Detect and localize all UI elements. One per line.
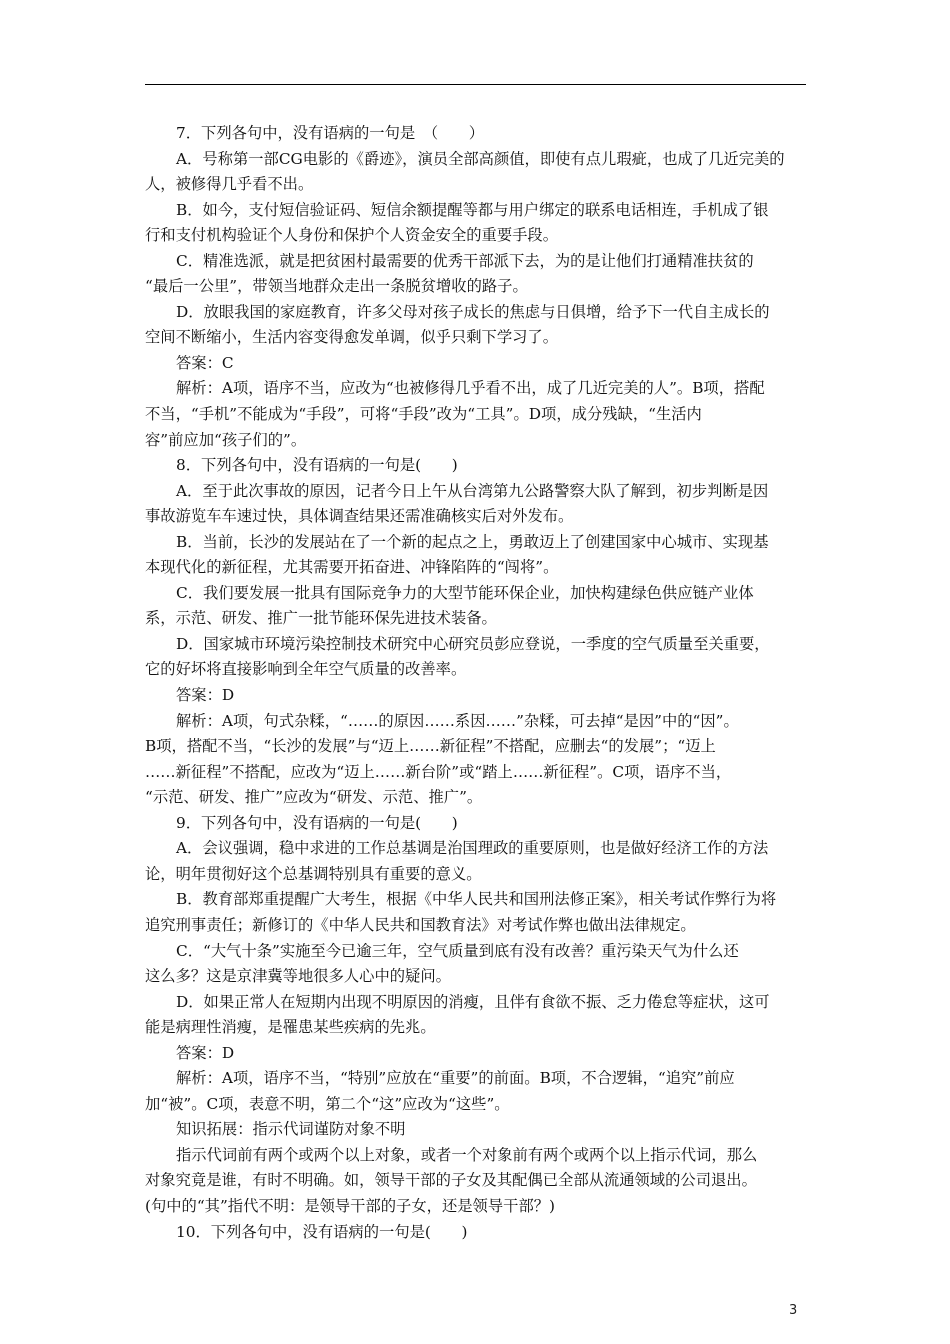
text-line: 9．下列各句中，没有语病的一句是( ) [176, 813, 458, 832]
text-line: 系，示范、研发、推广一批节能环保先进技术装备。 [145, 609, 497, 628]
text-line: 论，明年贯彻好这个总基调特别具有重要的意义。 [145, 864, 482, 883]
header-rule [145, 84, 806, 85]
page-number: 3 [789, 1303, 798, 1318]
text-line: 答案：D [176, 1043, 235, 1062]
text-line: C．精准选派，就是把贫困村最需要的优秀干部派下去，为的是让他们打通精准扶贫的 [176, 251, 754, 270]
text-line: “示范、研发、推广”应改为“研发、示范、推广”。 [145, 788, 483, 807]
text-line: 知识拓展：指示代词谨防对象不明 [176, 1120, 406, 1139]
text-line: D．放眼我国的家庭教育，许多父母对孩子成长的焦虑与日俱增，给予下一代自主成长的 [176, 302, 770, 321]
text-line: 答案：C [176, 353, 234, 372]
text-line: 能是病理性消瘦，是罹患某些疾病的先兆。 [145, 1018, 436, 1037]
text-line: 空间不断缩小，生活内容变得愈发单调，似乎只剩下学习了。 [145, 328, 559, 347]
text-line: ……新征程”不搭配，应改为“迈上……新台阶”或“踏上……新征程”。C项，语序不当， [145, 762, 732, 781]
text-line: B．当前，长沙的发展站在了一个新的起点之上，勇敢迈上了创建国家中心城市、实现基 [176, 532, 769, 551]
text-line: C．我们要发展一批具有国际竞争力的大型节能环保企业，加快构建绿色供应链产业体 [176, 583, 754, 602]
text-line: A．号称第一部CG电影的《爵迹》，演员全部高颜值，即使有点儿瑕疵，也成了几近完美的 [176, 149, 785, 168]
text-line: 行和支付机构验证个人身份和保护个人资金安全的重要手段。 [145, 226, 559, 245]
text-line: 追究刑事责任；新修订的《中华人民共和国教育法》对考试作弊也做出法律规定。 [145, 915, 696, 934]
text-line: 容”前应加“孩子们的”。 [145, 430, 307, 449]
text-line: 这么多？这是京津冀等地很多人心中的疑问。 [145, 967, 451, 986]
text-line: 不当，“手机”不能成为“手段”，可将“手段”改为“工具”。D项，成分残缺，“生活内 [145, 405, 702, 424]
text-line: B．教育部郑重提醒广大考生，根据《中华人民共和国刑法修正案》，相关考试作弊行为将 [176, 890, 777, 909]
text-line: 指示代词前有两个或两个以上对象，或者一个对象前有两个或两个以上指示代词，那么 [176, 1145, 758, 1164]
text-line: B项，搭配不当，“长沙的发展”与“迈上……新征程”不搭配，应删去“的发展”；“迈上 [145, 737, 716, 756]
text-line: B．如今，支付短信验证码、短信余额提醒等都与用户绑定的联系电话相连，手机成了银 [176, 200, 769, 219]
text-line: “最后一公里”，带领当地群众走出一条脱贫增收的路子。 [145, 277, 528, 296]
text-line: (句中的“其”指代不明：是领导干部的子女，还是领导干部？) [145, 1196, 555, 1215]
text-line: 事故游览车车速过快，具体调查结果还需准确核实后对外发布。 [145, 507, 574, 526]
text-line: 它的好坏将直接影响到全年空气质量的改善率。 [145, 660, 467, 679]
text-line: 7．下列各句中，没有语病的一句是 （ ） [176, 124, 485, 142]
text-line: A．至于此次事故的原因，记者今日上午从台湾第九公路警察大队了解到，初步判断是因 [176, 481, 769, 500]
text-line: 人，被修得几乎看不出。 [145, 175, 314, 194]
text-line: A．会议强调，稳中求进的工作总基调是治国理政的重要原则，也是做好经济工作的方法 [176, 839, 769, 858]
text-line: 解析：A项，语序不当，应改为“也被修得几乎看不出，成了几近完美的人”。B项，搭配 [176, 379, 765, 398]
text-line: 10．下列各句中，没有语病的一句是( ) [176, 1222, 468, 1241]
text-line: 对象究竟是谁，有时不明确。如，领导干部的子女及其配偶已全部从流通领域的公司退出。 [145, 1171, 757, 1190]
text-line: C．“大气十条”实施至今已逾三年，空气质量到底有没有改善？重污染天气为什么还 [176, 941, 739, 960]
text-line: 解析：A项，语序不当，“特别”应放在“重要”的前面。B项，不合逻辑，“追究”前应 [176, 1069, 735, 1088]
text-line: D．国家城市环境污染控制技术研究中心研究员彭应登说，一季度的空气质量至关重要， [176, 634, 770, 653]
document-body [145, 121, 810, 1245]
text-line: D．如果正常人在短期内出现不明原因的消瘦，且伴有食欲不振、乏力倦怠等症状，这可 [176, 992, 770, 1011]
text-line: 解析：A项，句式杂糅，“……的原因……系因……”杂糅，可去掉“是因”中的“因”。 [176, 711, 739, 730]
text-line: 加“被”。C项，表意不明，第二个“这”应改为“这些”。 [145, 1094, 510, 1113]
text-line: 8．下列各句中，没有语病的一句是( ) [176, 456, 458, 475]
text-line: 答案：D [176, 686, 235, 705]
text-line: 本现代化的新征程，尤其需要开拓奋进、冲锋陷阵的“闯将”。 [145, 558, 559, 577]
